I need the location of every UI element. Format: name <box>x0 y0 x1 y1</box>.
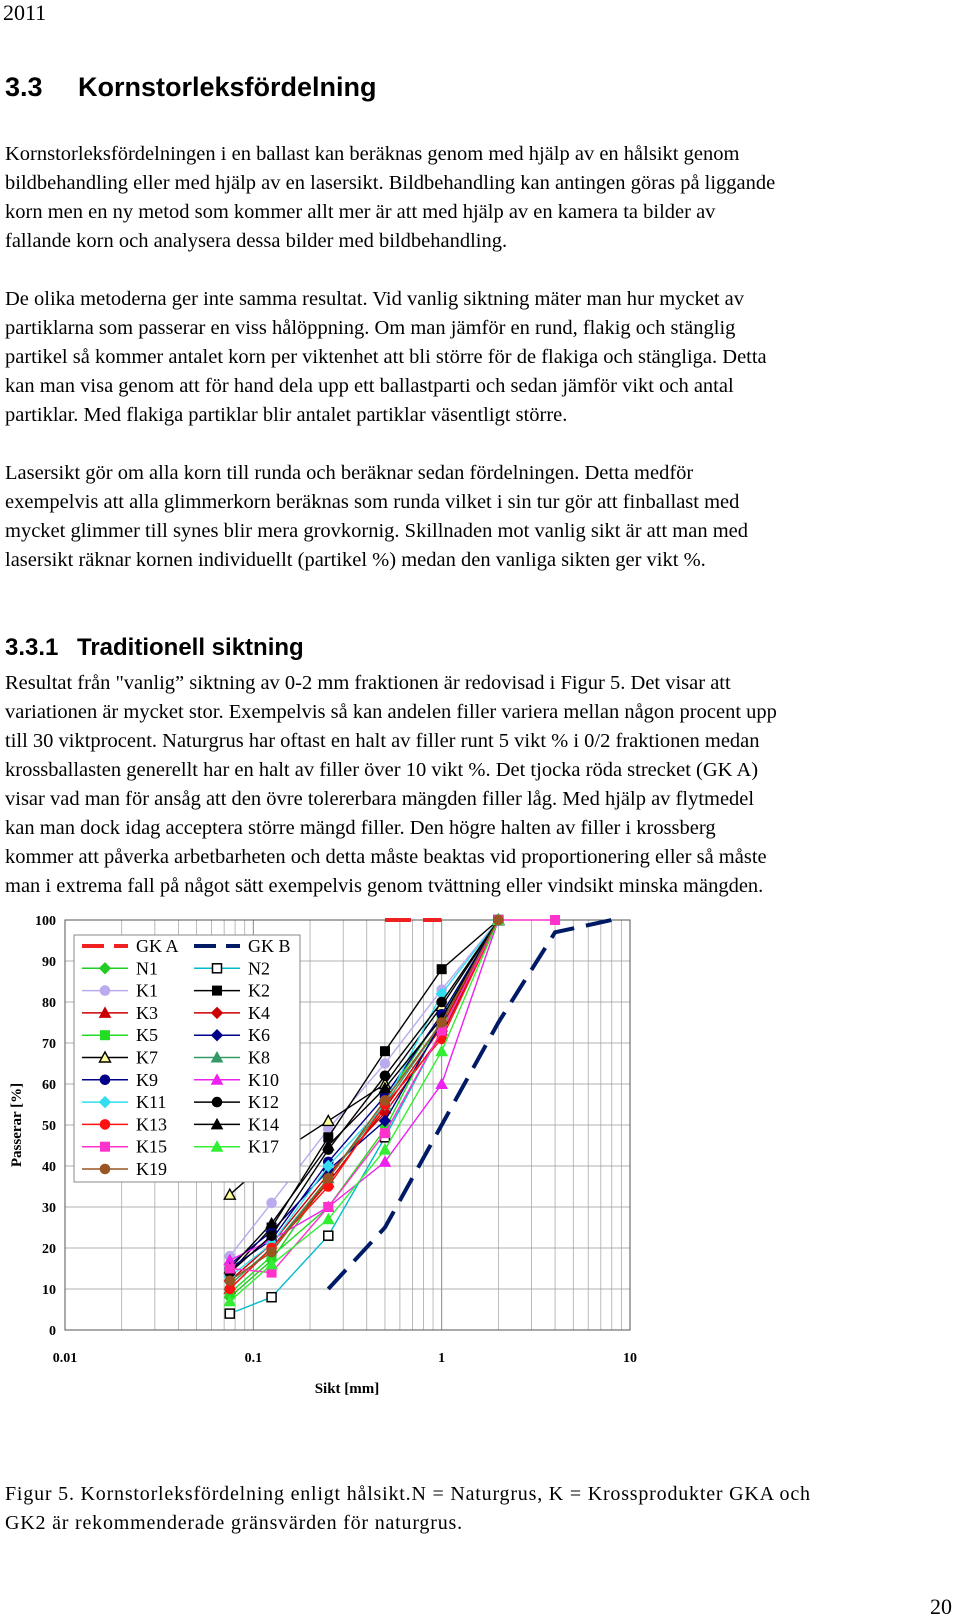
data-point <box>100 1120 110 1130</box>
data-point <box>551 916 560 925</box>
paragraph-sieving <box>5 669 960 901</box>
data-point <box>213 986 222 995</box>
text-line: visar vad man för ansåg att den övre tolererbara mängden filler låg. Med hjälp av flytmedel <box>5 788 755 810</box>
subsection-title: Traditionell siktning <box>77 634 304 661</box>
legend-label: N1 <box>136 958 158 979</box>
y-tick-label: 20 <box>42 1242 56 1257</box>
x-tick-label: 0.1 <box>244 1351 263 1366</box>
y-tick-label: 40 <box>42 1160 56 1175</box>
data-point <box>225 1264 234 1273</box>
legend-label: K1 <box>136 980 158 1001</box>
legend-label: K4 <box>248 1002 270 1023</box>
legend-label: N2 <box>248 958 270 979</box>
data-point <box>267 1293 276 1302</box>
x-tick-label: 1 <box>438 1351 446 1366</box>
text-line: Resultat från "vanlig” siktning av 0-2 mm fraktionen är redovisad i Figur 5. Det visar att <box>5 672 731 694</box>
text-line: partiklarna som passerar en viss hålöppning. Om man jämför en rund, flakig och stänglig <box>5 317 736 339</box>
data-point <box>100 1075 110 1085</box>
section-number: 3.3 <box>5 72 43 102</box>
legend-label: K9 <box>136 1069 158 1090</box>
data-point <box>267 1247 277 1257</box>
y-tick-label: 90 <box>42 955 56 970</box>
data-point <box>494 915 504 925</box>
legend-label: K2 <box>248 980 270 1001</box>
y-tick-label: 100 <box>35 914 56 929</box>
y-tick-label: 60 <box>42 1078 56 1093</box>
y-tick-label: 50 <box>42 1119 56 1134</box>
data-point <box>380 1047 389 1056</box>
legend-label: K3 <box>136 1002 158 1023</box>
data-point <box>267 1268 276 1277</box>
data-point <box>437 965 446 974</box>
legend-label: K8 <box>248 1047 270 1068</box>
figure-caption <box>5 1480 960 1538</box>
data-point <box>225 1276 235 1286</box>
data-point <box>324 1203 333 1212</box>
legend-label: K13 <box>136 1114 167 1135</box>
data-point <box>323 1174 333 1184</box>
data-point <box>437 1018 447 1028</box>
legend-label: K14 <box>248 1114 279 1135</box>
legend-label: GK B <box>248 936 291 956</box>
y-tick-label: 70 <box>42 1037 56 1052</box>
data-point <box>324 1231 333 1240</box>
header-year: 2011 <box>3 0 47 25</box>
data-point <box>100 1164 110 1174</box>
text-line: man i extrema fall på något sätt exempelvis genom tvättning eller vindsikt minska mängden. <box>5 875 764 897</box>
page-number: 20 <box>930 1594 952 1619</box>
text-line: korn men en ny metod som kommer allt mer är att med hjälp av en kamera ta bilder av <box>5 201 716 223</box>
legend-label: GK A <box>136 936 179 956</box>
legend-label: K5 <box>136 1025 158 1046</box>
data-point <box>213 964 222 973</box>
y-axis-label: Passerar [%] <box>9 1082 25 1168</box>
text-line: kommer att påverka arbetbarheten och detta måste beaktas vid proportionering eller så måste <box>5 846 767 868</box>
x-tick-label: 0.01 <box>52 1351 78 1366</box>
section-title: Kornstorleksfördelning <box>78 72 377 102</box>
caption-line: Figur 5. Kornstorleksfördelning enligt hålsikt.N = Naturgrus, K = Krossprodukter GKA och <box>5 1483 811 1505</box>
legend-label: K17 <box>248 1136 279 1157</box>
text-line: exempelvis att alla glimmerkorn beräknas som runda vilket i sin tur gör att finballast med <box>5 491 740 513</box>
paragraph-methods <box>5 285 960 430</box>
data-point <box>380 1129 389 1138</box>
text-line: partiklar. Med flakiga partiklar blir antalet partiklar väsentligt större. <box>5 404 568 426</box>
text-line: partikel så kommer antalet korn per viktenhet att bli större för de flakiga och stängliga. Detta <box>5 346 767 368</box>
legend-label: K7 <box>136 1047 158 1068</box>
y-tick-label: 80 <box>42 996 56 1011</box>
data-point <box>380 1096 390 1106</box>
data-point <box>212 1097 222 1107</box>
data-point <box>101 1031 110 1040</box>
text-line: Lasersikt gör om alla korn till runda och beräknar sedan fördelningen. Detta medför <box>5 462 694 484</box>
subsection-number: 3.3.1 <box>5 634 59 661</box>
text-line: fallande korn och analysera dessa bilder med bildbehandling. <box>5 230 508 252</box>
data-point <box>437 997 447 1007</box>
text-line: bildbehandling eller med hjälp av en lasersikt. Bildbehandling kan antingen göras på liggande <box>5 172 776 194</box>
text-line: Kornstorleksfördelningen i en ballast kan beräknas genom med hjälp av en hålsikt genom <box>5 143 740 165</box>
text-line: variationen är mycket stor. Exempelvis så kan andelen filler variera mellan någon procent upp <box>5 701 777 723</box>
text-line: De olika metoderna ger inte samma resultat. Vid vanlig siktning mäter man hur mycket av <box>5 288 745 310</box>
section-heading <box>5 72 377 103</box>
y-tick-label: 10 <box>42 1283 56 1298</box>
data-point <box>267 1198 277 1208</box>
data-point <box>101 1142 110 1151</box>
data-point <box>380 1071 390 1081</box>
text-line: lasersikt räknar kornen individuellt (partikel %) medan den vanliga sikten ger vikt %. <box>5 549 706 571</box>
text-line: till 30 viktprocent. Naturgrus har oftast en halt av filler runt 5 vikt % i 0/2 fraktionen medan <box>5 730 760 752</box>
data-point <box>100 986 110 996</box>
text-line: kan man visa genom att för hand dela upp ett ballastparti och sedan jämför vikt och antal <box>5 375 734 397</box>
legend-label: K10 <box>248 1069 279 1090</box>
data-point <box>225 1309 234 1318</box>
y-tick-label: 0 <box>49 1324 56 1339</box>
paragraph-intro <box>5 140 960 256</box>
text-line: krossballasten generellt har en halt av filler över 10 vikt %. Det tjocka röda strecket (GK A) <box>5 759 759 781</box>
legend-label: K19 <box>136 1159 167 1179</box>
legend-label: K15 <box>136 1136 167 1157</box>
chart-legend <box>74 935 300 1182</box>
subsection-heading <box>5 634 304 662</box>
data-point <box>380 1059 390 1069</box>
grading-curve-chart <box>0 914 960 1455</box>
legend-label: K12 <box>248 1092 279 1113</box>
paragraph-laser <box>5 459 960 575</box>
y-tick-label: 30 <box>42 1201 56 1216</box>
x-axis-label: Sikt [mm] <box>314 1381 380 1397</box>
legend-label: K6 <box>248 1025 270 1046</box>
text-line: mycket glimmer till synes blir mera grovkornig. Skillnaden mot vanlig sikt är att man med <box>5 520 748 542</box>
legend-label: K11 <box>136 1092 167 1113</box>
text-line: kan man dock idag acceptera större mängd filler. Den högre halten av filler i krossberg <box>5 817 716 839</box>
data-point <box>267 1231 277 1241</box>
x-tick-label: 10 <box>623 1351 637 1366</box>
caption-line: GK2 är rekommenderade gränsvärden för naturgrus. <box>5 1512 463 1534</box>
